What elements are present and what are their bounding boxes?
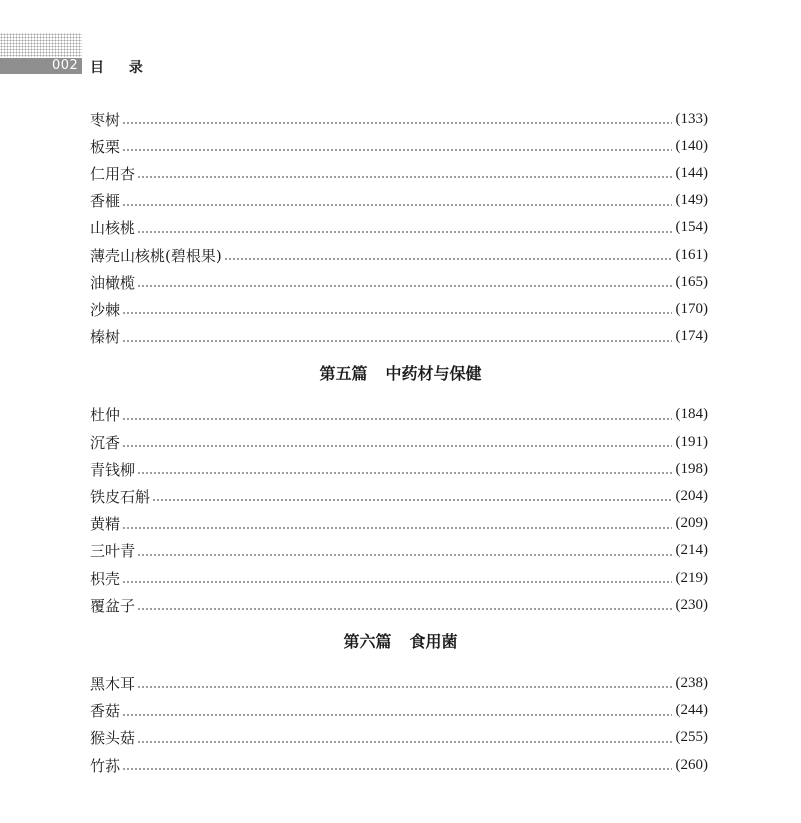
dot-leader [137,595,671,615]
entry-title: 香菇 [90,702,121,721]
toc-entry[interactable] [90,163,708,183]
entry-title: 仁用杏 [90,164,136,183]
dot-leader [122,299,671,319]
dot-leader [137,218,671,238]
entry-page-number: (244) [675,702,708,719]
toc-entry[interactable] [90,486,708,506]
entry-page-number: (198) [675,460,708,477]
toc-entry[interactable] [90,701,708,721]
dot-leader [122,514,671,534]
toc-entry[interactable] [90,728,708,748]
entry-title: 油橄榄 [90,273,136,292]
dot-leader [137,272,671,292]
toc-entry[interactable] [90,272,708,292]
entry-title: 沙棘 [90,300,121,319]
toc-entry[interactable] [90,595,708,615]
header-dot-pattern [0,33,82,57]
entry-page-number: (191) [675,433,708,450]
dot-leader [137,728,671,748]
entry-title: 榛树 [90,328,121,347]
entry-page-number: (144) [675,164,708,181]
entry-page-number: (255) [675,729,708,746]
entry-title: 山核桃 [90,219,136,238]
entry-title: 沉香 [90,433,121,452]
toc-entry[interactable] [90,327,708,347]
entry-title: 铁皮石斛 [90,487,151,506]
entry-title: 三叶青 [90,542,136,561]
toc-entry[interactable] [90,191,708,211]
entry-page-number: (260) [675,756,708,773]
entry-title: 覆盆子 [90,596,136,615]
dot-leader [152,486,671,506]
dot-leader [224,245,672,265]
part-title: 中药材与保健 [385,363,482,383]
dot-leader [122,568,671,588]
entry-page-number: (149) [675,192,708,209]
part-heading [0,361,801,384]
toc-entry[interactable] [90,673,708,693]
toc-entry[interactable] [90,541,708,561]
dot-leader [122,405,671,425]
dot-leader [122,191,671,211]
toc-entry[interactable] [90,755,708,775]
page-title: 目 录 [90,60,153,76]
dot-leader [137,459,671,479]
toc-entry[interactable] [90,432,708,452]
entry-page-number: (140) [675,137,708,154]
entry-title: 黑木耳 [90,674,136,693]
entry-title: 杜仲 [90,406,121,425]
dot-leader [137,673,671,693]
entry-title: 竹荪 [90,756,121,775]
entry-title: 枣树 [90,110,121,129]
dot-leader [122,701,671,721]
toc-entry[interactable] [90,218,708,238]
dot-leader [122,109,671,129]
entry-page-number: (214) [675,542,708,559]
entry-title: 青钱柳 [90,460,136,479]
toc-entry[interactable] [90,109,708,129]
page-number: 002 [52,58,79,73]
entry-page-number: (174) [675,328,708,345]
entry-title: 猴头菇 [90,729,136,748]
entry-page-number: (238) [675,674,708,691]
part-number: 第六篇 [343,632,392,652]
entry-page-number: (219) [675,569,708,586]
entry-title: 香榧 [90,192,121,211]
entry-title: 枳壳 [90,569,121,588]
dot-leader [122,755,671,775]
part-number: 第五篇 [319,363,368,383]
toc-entry[interactable] [90,514,708,534]
toc-entry[interactable] [90,245,708,265]
toc-entry[interactable] [90,568,708,588]
dot-leader [122,432,671,452]
entry-page-number: (133) [675,110,708,127]
entry-page-number: (204) [675,487,708,504]
part-title: 食用菌 [409,632,458,652]
toc-entry[interactable] [90,136,708,156]
dot-leader [137,541,671,561]
entry-page-number: (154) [675,219,708,236]
entry-title: 板栗 [90,137,121,156]
entry-page-number: (230) [675,596,708,613]
entry-title: 黄精 [90,515,121,534]
entry-page-number: (184) [675,406,708,423]
toc-entry[interactable] [90,459,708,479]
dot-leader [137,163,671,183]
entry-title: 薄壳山核桃(碧根果) [90,246,222,265]
dot-leader [122,136,671,156]
entry-page-number: (209) [675,515,708,532]
toc-entry[interactable] [90,405,708,425]
entry-page-number: (165) [675,273,708,290]
toc-entry[interactable] [90,299,708,319]
entry-page-number: (161) [675,246,708,263]
part-heading [0,629,801,652]
entry-page-number: (170) [675,300,708,317]
dot-leader [122,327,671,347]
